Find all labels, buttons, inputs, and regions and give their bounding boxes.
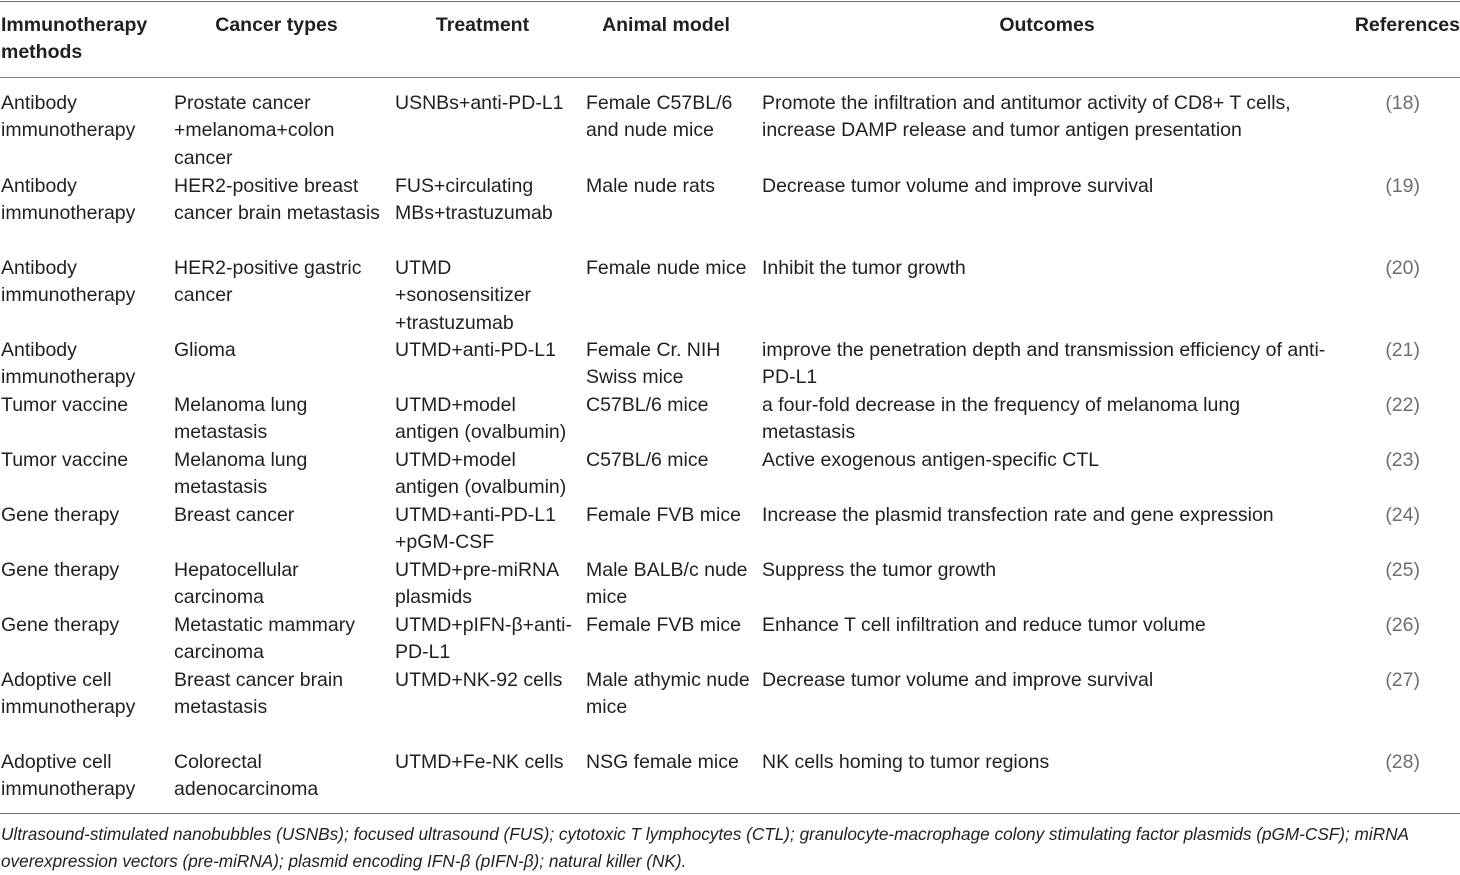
table-bottom-rule bbox=[0, 813, 1460, 814]
table-top-rule bbox=[0, 1, 1460, 2]
row-treatment: UTMD+model antigen (ovalbumin) bbox=[395, 449, 567, 499]
row-animal-model: Female FVB mice bbox=[586, 504, 741, 526]
row-method: Tumor vaccine bbox=[1, 449, 129, 471]
header-cancer-types: Cancer types bbox=[215, 14, 338, 36]
row-treatment: UTMD+pIFN-β+anti-PD-L1 bbox=[395, 614, 572, 664]
row-cancer-type: Prostate cancer +melanoma+colon cancer bbox=[174, 92, 335, 169]
row-reference: (23) bbox=[1385, 449, 1420, 471]
row-reference: (26) bbox=[1385, 614, 1420, 636]
row-outcome: Enhance T cell infiltration and reduce tumor volume bbox=[762, 614, 1206, 636]
row-animal-model: Female Cr. NIH Swiss mice bbox=[586, 339, 721, 389]
row-method: Antibody immunotherapy bbox=[1, 175, 136, 225]
row-method: Adoptive cell immunotherapy bbox=[1, 751, 136, 801]
row-treatment: UTMD+model antigen (ovalbumin) bbox=[395, 394, 567, 444]
row-treatment: UTMD+NK-92 cells bbox=[395, 669, 563, 691]
row-reference: (21) bbox=[1385, 339, 1420, 361]
row-cancer-type: Metastatic mammary carcinoma bbox=[174, 614, 355, 664]
row-cancer-type: HER2-positive breast cancer brain metastasis bbox=[174, 175, 380, 225]
row-method: Antibody immunotherapy bbox=[1, 257, 136, 307]
row-cancer-type: HER2-positive gastric cancer bbox=[174, 257, 362, 307]
row-method: Gene therapy bbox=[1, 504, 120, 526]
row-treatment: UTMD+anti-PD-L1 +pGM-CSF bbox=[395, 504, 556, 554]
row-animal-model: C57BL/6 mice bbox=[586, 394, 709, 416]
row-animal-model: Female FVB mice bbox=[586, 614, 741, 636]
row-method: Gene therapy bbox=[1, 559, 120, 581]
row-outcome: a four-fold decrease in the frequency of melanoma lung metastasis bbox=[762, 394, 1241, 444]
row-outcome: Suppress the tumor growth bbox=[762, 559, 997, 581]
row-outcome: Inhibit the tumor growth bbox=[762, 257, 966, 279]
header-methods: Immunotherapy methods bbox=[1, 14, 148, 63]
header-outcomes: Outcomes bbox=[999, 14, 1095, 36]
row-outcome: Decrease tumor volume and improve survival bbox=[762, 669, 1154, 691]
row-method: Antibody immunotherapy bbox=[1, 92, 136, 142]
row-treatment: UTMD +sonosensitizer +trastuzumab bbox=[395, 257, 532, 334]
header-rule bbox=[0, 77, 1460, 78]
header-animal-model: Animal model bbox=[602, 14, 730, 36]
row-animal-model: Male nude rats bbox=[586, 175, 715, 197]
row-outcome: Promote the infiltration and antitumor activity of CD8+ T cells, increase DAMP release and tumor antigen presentation bbox=[762, 92, 1291, 142]
row-animal-model: NSG female mice bbox=[586, 751, 739, 773]
row-reference: (20) bbox=[1385, 257, 1420, 279]
row-treatment: UTMD+anti-PD-L1 bbox=[395, 339, 556, 361]
row-treatment: UTMD+Fe-NK cells bbox=[395, 751, 564, 773]
row-outcome: Decrease tumor volume and improve survival bbox=[762, 175, 1154, 197]
row-cancer-type: Melanoma lung metastasis bbox=[174, 449, 308, 499]
row-animal-model: C57BL/6 mice bbox=[586, 449, 709, 471]
row-animal-model: Male BALB/c nude mice bbox=[586, 559, 748, 609]
row-cancer-type: Colorectal adenocarcinoma bbox=[174, 751, 319, 801]
row-reference: (24) bbox=[1385, 504, 1420, 526]
row-method: Tumor vaccine bbox=[1, 394, 129, 416]
row-reference: (22) bbox=[1385, 394, 1420, 416]
row-treatment: UTMD+pre-miRNA plasmids bbox=[395, 559, 559, 609]
row-reference: (28) bbox=[1385, 751, 1420, 773]
row-reference: (25) bbox=[1385, 559, 1420, 581]
row-cancer-type: Hepatocellular carcinoma bbox=[174, 559, 299, 609]
row-animal-model: Male athymic nude mice bbox=[586, 669, 750, 719]
row-reference: (27) bbox=[1385, 669, 1420, 691]
header-references: References bbox=[1354, 14, 1460, 36]
table-footnote: Ultrasound-stimulated nanobubbles (USNBs); focused ultrasound (FUS); cytotoxic T lymphocytes (CTL); granulocyte-macrophage colony stimulating factor plasmids (pGM-CSF); miRNA overexpression vectors (pre-miRNA); plasmid encoding IFN-β (pIFN-β); natural killer (NK). bbox=[1, 824, 1409, 871]
row-method: Gene therapy bbox=[1, 614, 120, 636]
row-treatment: FUS+circulating MBs+trastuzumab bbox=[395, 175, 553, 225]
header-treatment: Treatment bbox=[435, 14, 530, 36]
row-animal-model: Female nude mice bbox=[586, 257, 747, 279]
row-method: Antibody immunotherapy bbox=[1, 339, 136, 389]
row-cancer-type: Breast cancer bbox=[174, 504, 295, 526]
row-outcome: improve the penetration depth and transmission efficiency of anti-PD-L1 bbox=[762, 339, 1326, 389]
row-treatment: USNBs+anti-PD-L1 bbox=[395, 92, 564, 114]
row-outcome: Increase the plasmid transfection rate and gene expression bbox=[762, 504, 1274, 526]
row-outcome: NK cells homing to tumor regions bbox=[762, 751, 1050, 773]
row-method: Adoptive cell immunotherapy bbox=[1, 669, 136, 719]
row-animal-model: Female C57BL/6 and nude mice bbox=[586, 92, 733, 142]
row-cancer-type: Breast cancer brain metastasis bbox=[174, 669, 344, 719]
row-cancer-type: Melanoma lung metastasis bbox=[174, 394, 308, 444]
row-reference: (19) bbox=[1385, 175, 1420, 197]
row-reference: (18) bbox=[1385, 92, 1420, 114]
row-outcome: Active exogenous antigen-specific CTL bbox=[762, 449, 1100, 471]
row-cancer-type: Glioma bbox=[174, 339, 236, 361]
